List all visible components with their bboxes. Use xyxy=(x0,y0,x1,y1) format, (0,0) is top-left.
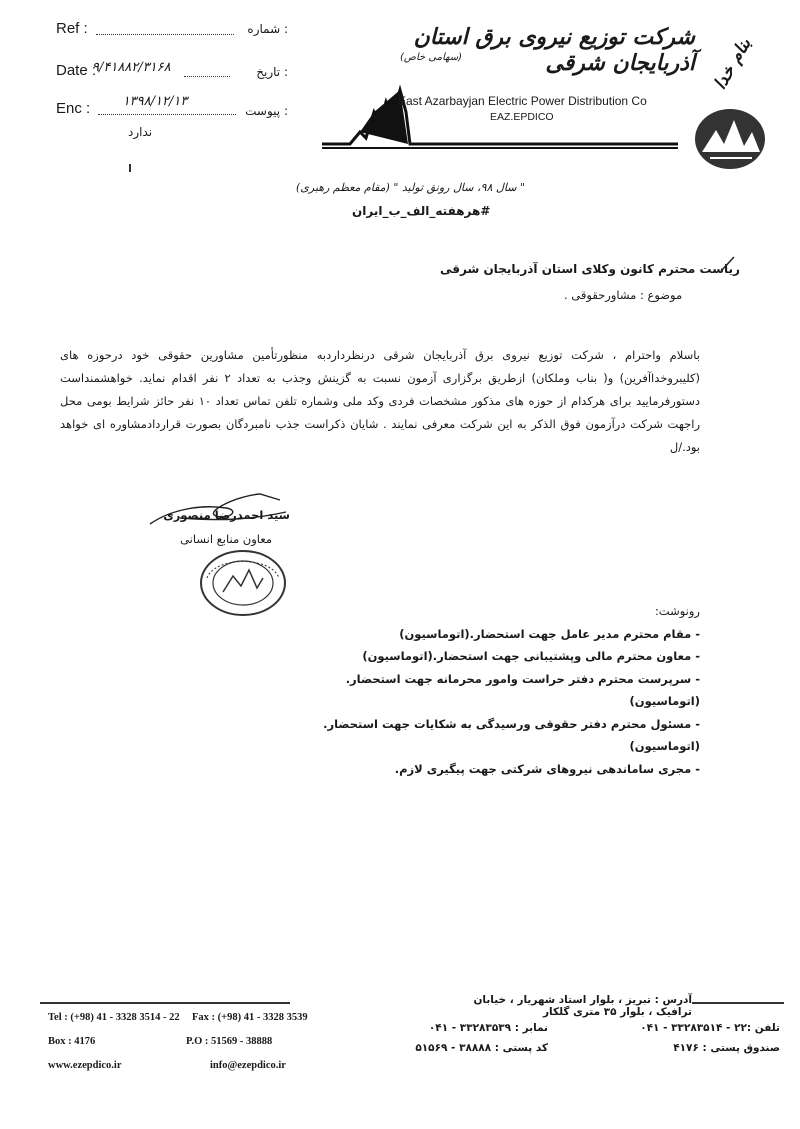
date-dots xyxy=(184,76,230,77)
letter-body xyxy=(60,344,700,459)
footer xyxy=(0,990,800,1090)
pen-stroke-mark xyxy=(718,254,738,274)
enc-dots xyxy=(98,114,236,115)
footer-fax-fa: نمابر : ۳۳۲۸۳۵۳۹ - ۰۴۱ xyxy=(428,1022,548,1034)
footer-postcode-fa: کد پستی : ۳۸۸۸۸ - ۵۱۵۶۹ xyxy=(415,1042,548,1054)
footer-web-link: www.ezepdico.ir xyxy=(48,1060,122,1071)
enc-field xyxy=(56,94,288,118)
enc-label: Enc : xyxy=(56,100,91,117)
footer-pobox-fa: صندوق پستی : ۴۱۷۶ xyxy=(673,1042,780,1054)
footer-email-link: info@ezepdico.ir xyxy=(210,1060,286,1071)
company-name-fa: شرکت توزیع نیروی برق استان آذربایجان شرقی xyxy=(413,24,695,76)
date-field xyxy=(56,60,288,82)
company-type-fa: (سهامی خاص) xyxy=(400,52,463,63)
ref-label: Ref : xyxy=(56,20,88,37)
enc-note: ندارد xyxy=(128,125,153,139)
cc-heading: رونوشت: xyxy=(654,604,700,618)
ref-field xyxy=(56,20,288,40)
ref-dots xyxy=(96,34,234,35)
body-line: باسلام واحترام ، شرکت توزیع نیروی برق آذربایجان شرقی درنظرداردبه منظورتأمین مشاورین حقوقی خود درحوزه های xyxy=(60,348,700,362)
signature-block xyxy=(140,490,300,620)
cc-item: - سرپرست محترم دفتر حراست وامور محرمانه جهت استحضار.(اتوماسیون) xyxy=(345,671,700,708)
company-letterhead xyxy=(320,14,790,174)
margin-mark xyxy=(129,164,131,172)
signatory-title: معاون منابع انسانی xyxy=(180,532,272,546)
date-value: ۹/۴۱۸۸۲/۳۱۶۸ xyxy=(92,60,171,75)
official-seal xyxy=(195,548,291,618)
footer-fax-en: Fax : (+98) 41 - 3328 3539 xyxy=(192,1012,308,1023)
date-label-fa: : تاریخ xyxy=(256,65,288,79)
company-name-en: East Azarbayjan Electric Power Distribution Co xyxy=(398,94,647,108)
body-line: دستورفرمایید برای هرکدام از حوزه های مذکور مشخصات فردی وکد ملی وشماره تلفن تماس تعداد ۱۰ نفر حائز شرایط بومی محل xyxy=(60,394,700,408)
footer-tel-en: Tel : (+98) 41 - 3328 3514 - 22 xyxy=(48,1012,180,1023)
recipient: ریاست محترم کانون وکلای استان آذربایجان شرقی xyxy=(440,262,740,276)
cc-item: - معاون محترم مالی وپشتیبانی جهت استحضار.(اتوماسیون) xyxy=(362,649,700,663)
footer-po-en: P.O : 51569 - 38888 xyxy=(186,1036,273,1047)
signatory-name: سید احمدرضا منصوری xyxy=(163,508,290,522)
body-line: راجهت شرکت درآزمون فوق الذکر به این شرکت معرفی نمایند . شایان ذکراست جذب نامبردگان بصورت قراردادمشاوره ای خواهد xyxy=(60,417,700,431)
cc-section xyxy=(280,600,700,780)
body-line: (کلیبروخداآفرین) و( بناب وملکان) ازطریق برگزاری آزمون نسبت به گزینش وجذب به تعداد ۲ نفر اقدام نماید. خواهشمنداست xyxy=(60,371,700,385)
hashtag: #هرهفته_الف_ب_ایران xyxy=(352,204,491,218)
date-label: Date : xyxy=(56,62,97,79)
ref-label-fa: : شماره xyxy=(247,22,288,36)
footer-address: آدرس : تبریز ، بلوار استاد شهریار ، خیابان ترافیک ، بلوار ۳۵ متری گلکار xyxy=(473,994,692,1018)
enc-value: ۱۳۹۸/۱۲/۱۳ xyxy=(122,94,188,109)
slogan: " سال ۹۸، سال رونق تولید " (مقام معظم رهبری) xyxy=(296,181,526,194)
cc-item: - مسئول محترم دفتر حقوقی ورسیدگی به شکایات جهت استحضار.(اتوماسیون) xyxy=(323,716,700,753)
enc-label-fa: : پیوست xyxy=(245,104,288,118)
footer-rule-right xyxy=(692,1002,784,1004)
subject: موضوع : مشاورحقوقی . xyxy=(564,288,683,302)
footer-rule xyxy=(40,1002,290,1004)
footer-box-en: Box : 4176 xyxy=(48,1036,96,1047)
company-abbr: EAZ.EPDICO xyxy=(490,111,554,123)
bismillah: بنام خدا xyxy=(710,34,756,94)
cc-item: - مجری ساماندهی نیروهای شرکتی جهت پیگیری لازم. xyxy=(394,761,700,776)
cc-item: - مقام محترم مدیر عامل جهت استحضار.(اتوماسیون) xyxy=(399,626,700,641)
body-line: بود./ل xyxy=(669,440,700,454)
company-emblem xyxy=(692,106,768,172)
footer-phone-fa: تلفن :۲۲ - ۳۳۲۸۳۵۱۴ - ۰۴۱ xyxy=(640,1022,780,1034)
